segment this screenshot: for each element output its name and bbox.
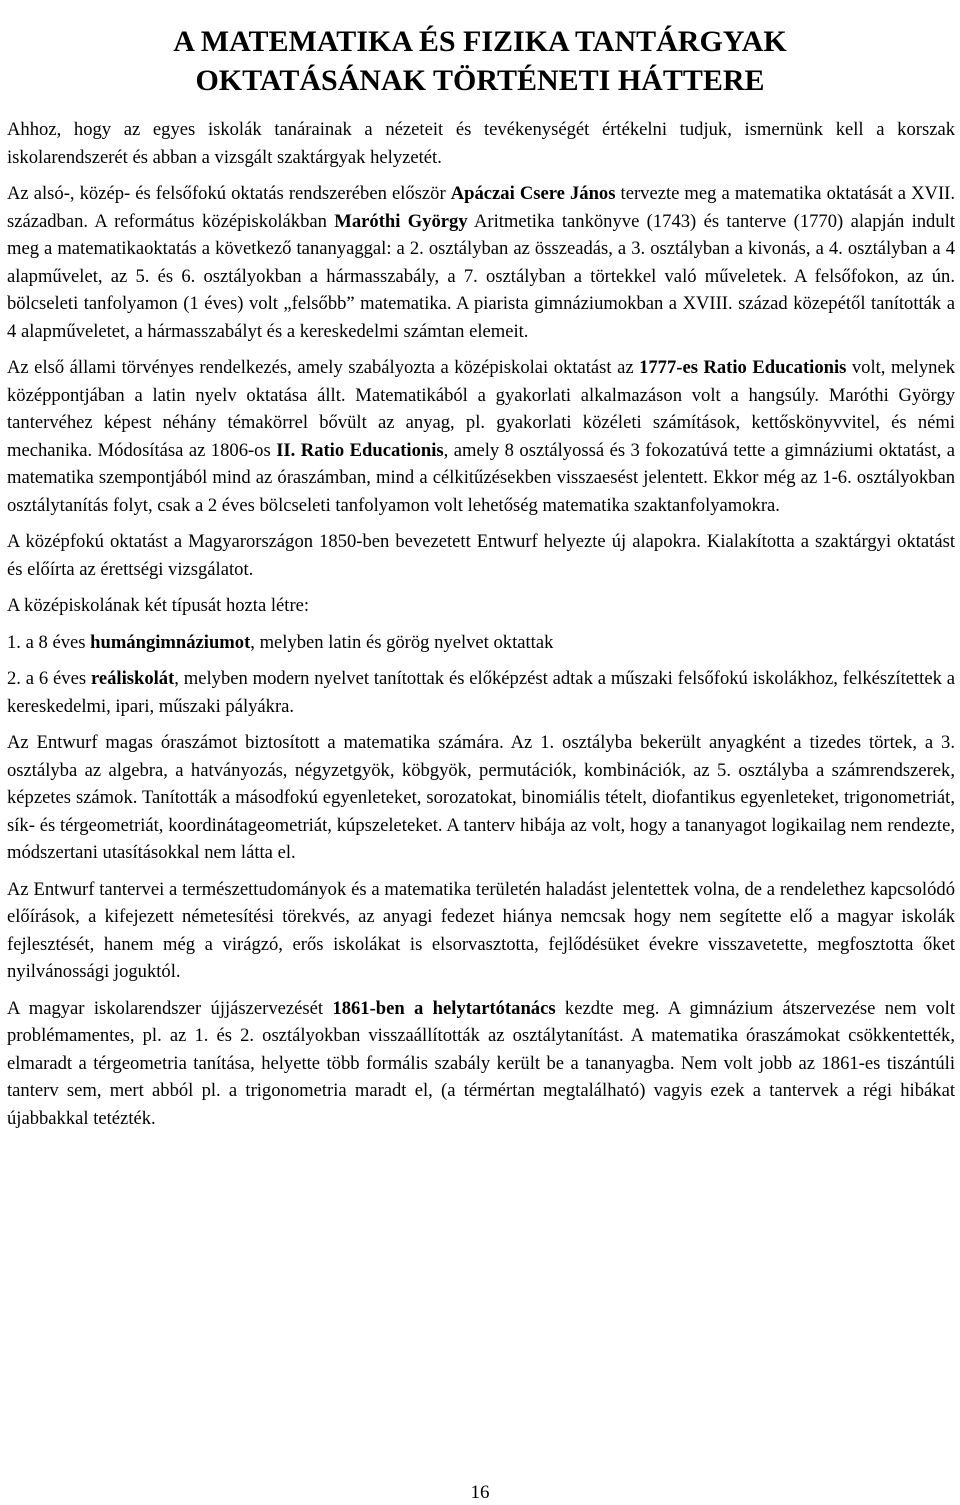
paragraph-text: volt, melynek középpontjában a latin nyelv oktatása állt. Matematikából a gyakorlati alkalmazáson volt a hangsúly. Maróthi György tantervéhez képest néhány témakörrel bővült az anyag, pl. gyakorlati közéleti számítások, kettőskönyvvitel, és némi mechanika. Módosítása az 1806-os <box>7 357 955 461</box>
paragraph-entwurf-effects <box>7 876 955 986</box>
paragraph-ratio-educationis <box>7 354 955 519</box>
bold-term: Apáczai Csere János <box>450 183 616 204</box>
paragraph-intro <box>7 116 955 171</box>
paragraph-text: , amely 8 osztályossá és 3 fokozatúvá tette a gimnáziumi oktatást, a matematika szempontjából mind az óraszámban, mind a célkitűzésekben visszaesést jelentett. Ekkor még az 1-6. osztályokban osztálytanítás folyt, csak a 2 éves bölcseleti tanfolyamon volt lehetőség matematika szaktanfolyamokra. <box>7 439 955 516</box>
paragraph-text: Az alsó-, közép- és felsőfokú oktatás rendszerében először <box>7 183 451 204</box>
paragraph-entwurf-intro <box>7 528 955 583</box>
paragraph-text: 1. a 8 éves <box>7 631 91 653</box>
paragraph-text: A középiskolának két típusát hozta létre: <box>7 595 310 616</box>
paragraph-text: Ahhoz, hogy az egyes iskolák tanárainak a nézeteit és tevékenységét értékelni tudjuk, ismernünk kell a korszak iskolarendszerét és abban a vizsgált szaktárgyak helyzetét. <box>7 119 955 168</box>
paragraph-text: Az első állami törvényes rendelkezés, amely szabályozta a középiskolai oktatást az <box>7 357 640 378</box>
list-item-realiskola <box>7 665 955 720</box>
page-number: 16 <box>470 1482 490 1503</box>
title-line-2: OKTATÁSÁNAK TÖRTÉNETI HÁTTERE <box>195 64 765 98</box>
paragraph-text: , melyben modern nyelvet tanítottak és előképzést adtak a műszaki felsőfokú iskolákhoz, felkészítettek a kereskedelmi, ipari, műszaki pályákra. <box>7 668 955 717</box>
paragraph-text: tervezte meg a matematika oktatását a XVII. században. A református középiskolákban <box>7 183 955 232</box>
paragraph-1861-reorganization <box>7 995 955 1133</box>
paragraph-text: kezdte meg. A gimnázium átszervezése nem volt problémamentes, pl. az 1. és 2. osztályokban visszaállították az osztálytanítást. A matematika óraszámokat csökkentették, elmaradt a térgeometria tanítása, helyette több formális szabály került be a tananyagba. Nem volt jobb az 1861-es tiszántúli tanterv sem, mert abból pl. a trigonometria maradt el, (a térmértan megtalálható) vagyis ezek a tantervek a régi hibákat újabbakkal tetézték. <box>7 997 955 1129</box>
paragraph-text: A középfokú oktatást a Magyarországon 1850-ben bevezetett Entwurf helyezte új alapokra. Kialakította a szaktárgyi oktatást és előírta az érettségi vizsgálatot. <box>7 531 955 580</box>
body-text <box>7 116 955 1141</box>
bold-term: Maróthi György <box>334 210 468 232</box>
paragraph-text: Az Entwurf magas óraszámot biztosított a matematika számára. Az 1. osztályba bekerült anyagként a tizedes törtek, a 3. osztályba az algebra, a hatványozás, négyzetgyök, köbgyök, permutációk, kombinációk, az 5. osztályba a számrendszerek, képzetes számok. Tanították a másodfokú egyenleteket, sorozatokat, binomiális tételt, diofantikus egyenleteket, trigonometriát, sík- és térgeometriát, koordinátageometriát, kúpszeleteket. A tanterv hibája az volt, hogy a tananyagot logikailag nem rendezte, módszertani utasításokkal nem látta el. <box>7 732 955 863</box>
title-line-1: A MATEMATIKA ÉS FIZIKA TANTÁRGYAK <box>173 25 787 59</box>
bold-term: 1861-ben a helytartótanács <box>332 997 556 1019</box>
paragraph-school-types <box>7 592 955 620</box>
paragraph-apaczai-marothi <box>7 180 955 345</box>
bold-term: reáliskolát <box>90 668 175 689</box>
paragraph-text: A magyar iskolarendszer újjászervezését <box>7 997 333 1019</box>
paragraph-text: , melyben latin és görög nyelvet oktattak <box>250 631 554 653</box>
paragraph-text: Az Entwurf tantervei a természettudományok és a matematika területén haladást jelentettek volna, de a rendelethez kapcsolódó előírások, a kifejezett németesítési törekvés, az anyagi fedezet hiánya nemcsak hogy nem segítette elő a magyar iskolák fejlesztését, hanem még a virágzó, erős iskolákat is elsorvasztotta, fejlődésüket évekre visszavetette, megfosztotta őket nyilvánossági joguktól. <box>7 878 955 982</box>
list-item-humangimnazium <box>7 629 955 657</box>
bold-term: 1777-es Ratio Educationis <box>639 357 847 378</box>
bold-term: humángimnáziumot <box>90 631 251 653</box>
page-title <box>0 22 960 100</box>
paragraph-entwurf-curriculum <box>7 729 955 867</box>
paragraph-text: 2. a 6 éves <box>7 668 91 689</box>
bold-term: II. Ratio Educationis <box>276 439 444 461</box>
paragraph-text: Aritmetika tankönyve (1743) és tanterve (1770) alapján indult meg a matematikaoktatás a következő tananyaggal: a 2. osztályban az összeadás, a 3. osztályban a kivonás, a 4. osztályban a 4 alapművelet, az 5. és 6. osztályokban a hármasszabály, a 7. osztályban a törtekkel való műveletek. A felsőfokon, az ún. bölcseleti tanfolyamon (1 éves) volt „felsőbb” matematika. A piarista gimnáziumokban a XVIII. század közepétől tanították a 4 alapműveletet, a hármasszabályt és a kereskedelmi számtan elemeit. <box>7 210 955 342</box>
